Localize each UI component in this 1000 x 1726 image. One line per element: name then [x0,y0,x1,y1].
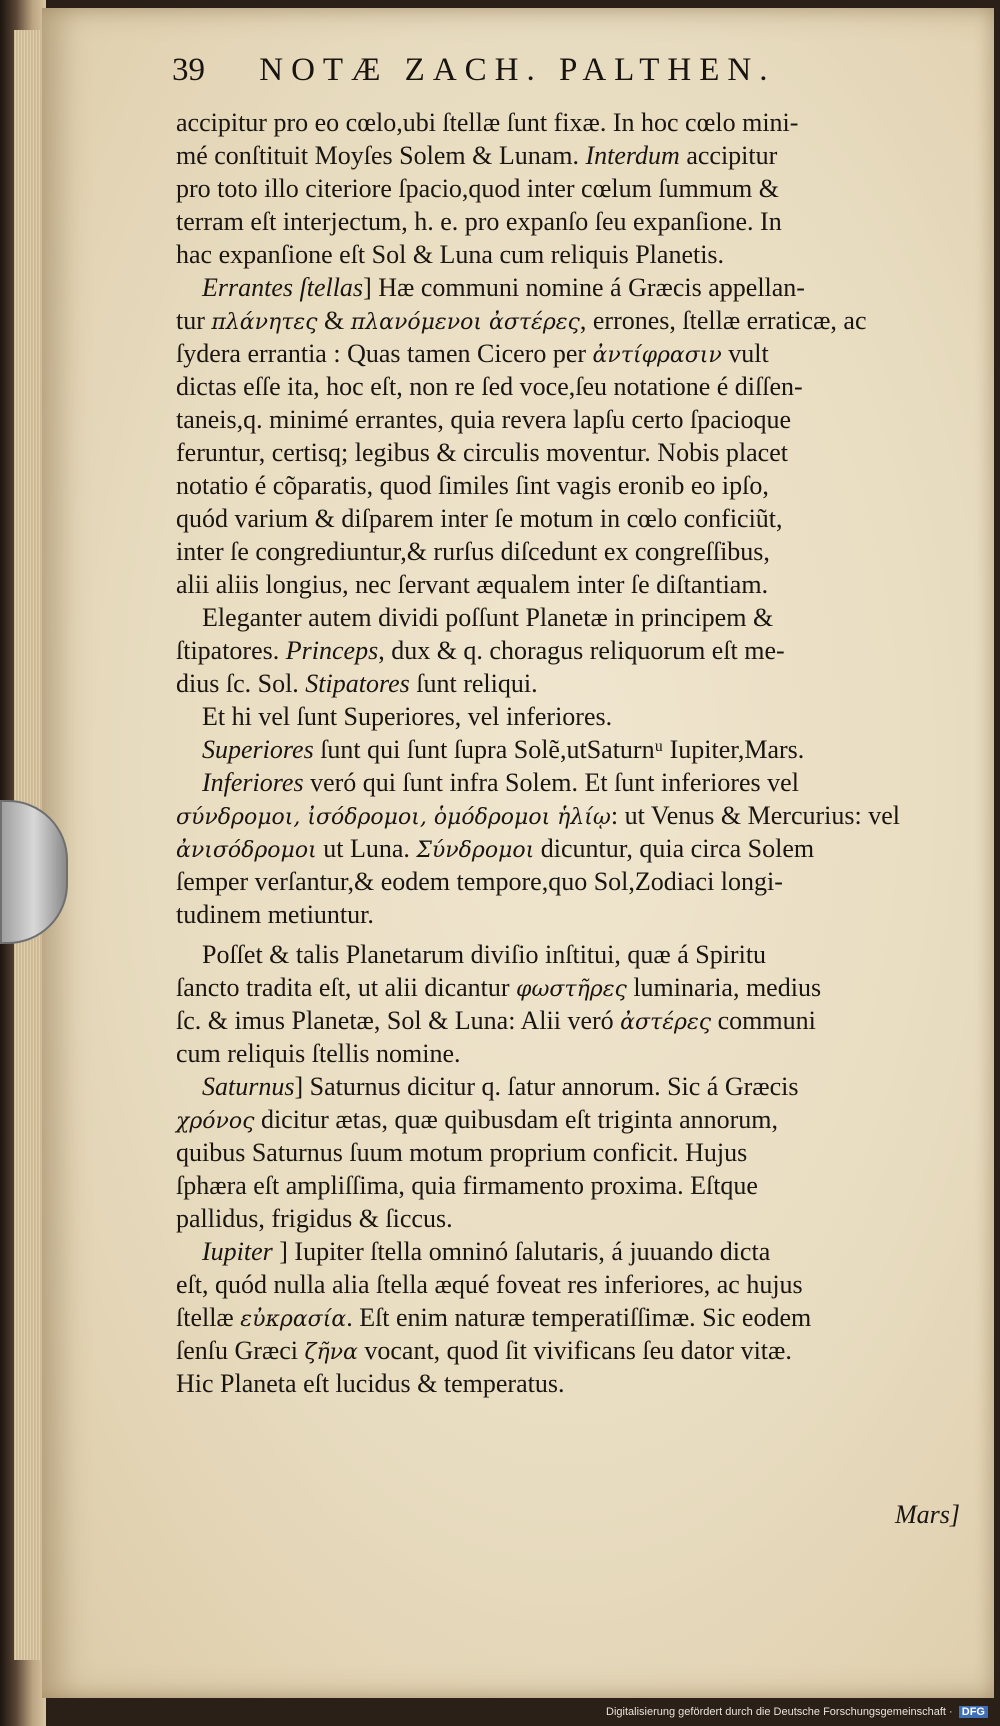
greek-term: πλανόμενοι ἀστέρες [350,310,580,335]
greek-term: Σύνδρομοι [416,838,535,863]
greek-term: ζῆνα [304,1340,358,1365]
text-line [176,304,966,337]
text-line [176,1202,966,1235]
running-header [172,52,892,89]
text-run: Eleganter autem dividi poſſunt Planetæ in principem & [202,603,774,632]
text-line [176,799,966,832]
text-run: ] Iupiter ſtella omninó ſalutaris, á juuando dicta [272,1237,771,1266]
text-run: ſtellæ [176,1303,241,1332]
text-line [176,832,966,865]
text-run: Poſſet & talis Planetarum diviſio inſtitui, quæ á Spiritu [202,940,767,969]
greek-term: ἀντίφρασιν [592,343,722,368]
text-run: ſenſu Græci [176,1336,305,1365]
text-line [176,1136,966,1169]
text-run: ] Hæ communi nomine á Græcis appellan- [363,273,805,302]
text-run: terram eſt interjectum, h. e. pro expanſo ſeu expanſione. In [176,207,782,236]
text-run: ſtipatores. [176,636,286,665]
italic-term: Stipatores [305,669,410,698]
text-run: notatio é cõparatis, quod ſimiles ſint vagis eronib eo ipſo, [176,471,769,500]
text-line [176,403,966,436]
text-line [176,601,966,634]
text-line [176,733,966,766]
text-run: quód varium & diſparem inter ſe motum in cœlo conficiũt, [176,504,783,533]
text-line [176,766,966,799]
text-run: alii aliis longius, nec ſervant æqualem inter ſe diſtantiam. [176,570,769,599]
text-line [176,271,966,304]
text-line [176,1070,966,1103]
italic-term: Saturnus [202,1072,295,1101]
italic-term: Errantes ſtellas [202,273,364,302]
text-run: vocant, quod ſit vivificans ſeu dator vitæ. [357,1336,792,1365]
text-line [176,1037,966,1070]
text-run: ſphæra eſt ampliſſima, quia firmamento proxima. Eſtque [176,1171,758,1200]
text-line [176,1268,966,1301]
text-line [176,568,966,601]
text-run: eſt, quód nulla alia ſtella æqué foveat res inferiores, ac hujus [176,1270,803,1299]
greek-term: χρόνος [176,1109,255,1134]
text-run: tur [176,306,212,335]
text-line [176,1235,966,1268]
text-run: ſunt reliqui. [409,669,538,698]
text-line [176,337,966,370]
text-run: : ut Venus & Mercurius: vel [610,801,900,830]
dfg-logo: DFG [959,1706,988,1718]
text-run: Hic Planeta eſt lucidus & temperatus. [176,1369,565,1398]
text-line [176,1169,966,1202]
text-line [176,436,966,469]
text-run: ſc. & imus Planetæ, Sol & Luna: Alii veró [176,1006,621,1035]
text-line [176,865,966,898]
text-run: . Eſt enim naturæ temperatiſſimæ. Sic eodem [346,1303,812,1332]
text-line [176,139,966,172]
text-run: dicitur ætas, quæ quibusdam eſt triginta annorum, [254,1105,778,1134]
text-run: ſunt qui ſunt ſupra Solẽ,utSaturnᵘ Iupiter,Mars. [313,735,805,764]
text-run: hac expanſione eſt Sol & Luna cum reliquis Planetis. [176,240,725,269]
catchword: Mars] [895,1500,961,1529]
text-line [176,238,966,271]
text-run: & [317,306,351,335]
text-run: ſancto tradita eſt, ut alii dicantur [176,973,517,1002]
text-run: dictas eſſe ita, hoc eſt, non re ſed voce,ſeu notatione é diſſen- [176,372,803,401]
text-line [176,502,966,535]
italic-term: Superiores [202,735,314,764]
text-run: veró qui ſunt infra Solem. Et ſunt inferiores vel [303,768,799,797]
page-number: 39 [172,52,205,88]
text-run: cum reliquis ſtellis nomine. [176,1039,461,1068]
text-run: , dux & q. choragus reliquorum eſt me- [378,636,785,665]
paragraph-gap [176,931,966,938]
italic-term: Princeps [285,636,379,665]
text-line [176,1103,966,1136]
running-title: NOTÆ ZACH. PALTHEN. [259,52,776,88]
text-run: communi [711,1006,816,1035]
text-run: feruntur, certisq; legibus & circulis moventur. Nobis placet [176,438,788,467]
text-line [176,370,966,403]
text-run: pro toto illo citeriore ſpacio,quod inter cœlum ſummum & [176,174,779,203]
greek-term: ἀνισόδρομοι [176,838,317,863]
text-line [176,205,966,238]
greek-term: εὐκρασία [240,1307,347,1332]
text-run: dius ſc. Sol. [176,669,306,698]
text-run: taneis,q. minimé errantes, quia revera lapſu certo ſpacioque [176,405,792,434]
text-line [176,700,966,733]
text-run: ſydera errantia : Quas tamen Cicero per [176,339,593,368]
text-run: ut Luna. [316,834,417,863]
text-line [176,106,966,139]
text-run: pallidus, frigidus & ſiccus. [176,1204,453,1233]
text-line [176,172,966,205]
text-line [176,1301,966,1334]
italic-term: Interdum [585,141,680,170]
text-run: mé conſtituit Moyſes Solem & Lunam. [176,141,586,170]
text-line [176,971,966,1004]
text-line [176,535,966,568]
text-line [176,469,966,502]
text-run: , errones, ſtellæ erraticæ, ac [579,306,867,335]
text-run: inter ſe congrediuntur,& rurſus diſcedunt ex congreſſibus, [176,537,770,566]
text-line [176,1367,966,1400]
greek-term: σύνδρομοι, ἰσόδρομοι, ὁμόδρομοι ἡλίῳ [176,805,611,830]
text-line [176,634,966,667]
text-run: dicuntur, quia circa Solem [534,834,815,863]
italic-term: Iupiter [202,1237,273,1266]
text-run: accipitur pro eo cœlo,ubi ſtellæ ſunt fixæ. In hoc cœlo mini- [176,108,799,137]
greek-term: πλάνητες [211,310,318,335]
greek-term: φωστῆρες [516,977,627,1002]
greek-term: ἀστέρες [620,1010,712,1035]
text-run: luminaria, medius [626,973,822,1002]
body-text [176,106,966,1400]
text-line [176,1004,966,1037]
text-line [176,898,966,931]
text-run: Et hi vel ſunt Superiores, vel inferiores. [202,702,613,731]
text-line [176,667,966,700]
text-line [176,1334,966,1367]
text-run: ſemper verſantur,& eodem tempore,quo Sol,Zodiaci longi- [176,867,783,896]
text-line [176,938,966,971]
italic-term: Inferiores [202,768,304,797]
footer-text: Digitalisierung gefördert durch die Deutsche Forschungsgemeinschaft · [606,1706,953,1718]
text-run: quibus Saturnus ſuum motum proprium conficit. Hujus [176,1138,748,1167]
text-run: tudinem metiuntur. [176,900,374,929]
text-run: vult [721,339,769,368]
text-run: accipitur [679,141,778,170]
digitization-footer [606,1706,988,1718]
text-run: ] Saturnus dicitur q. ſatur annorum. Sic á Græcis [294,1072,799,1101]
